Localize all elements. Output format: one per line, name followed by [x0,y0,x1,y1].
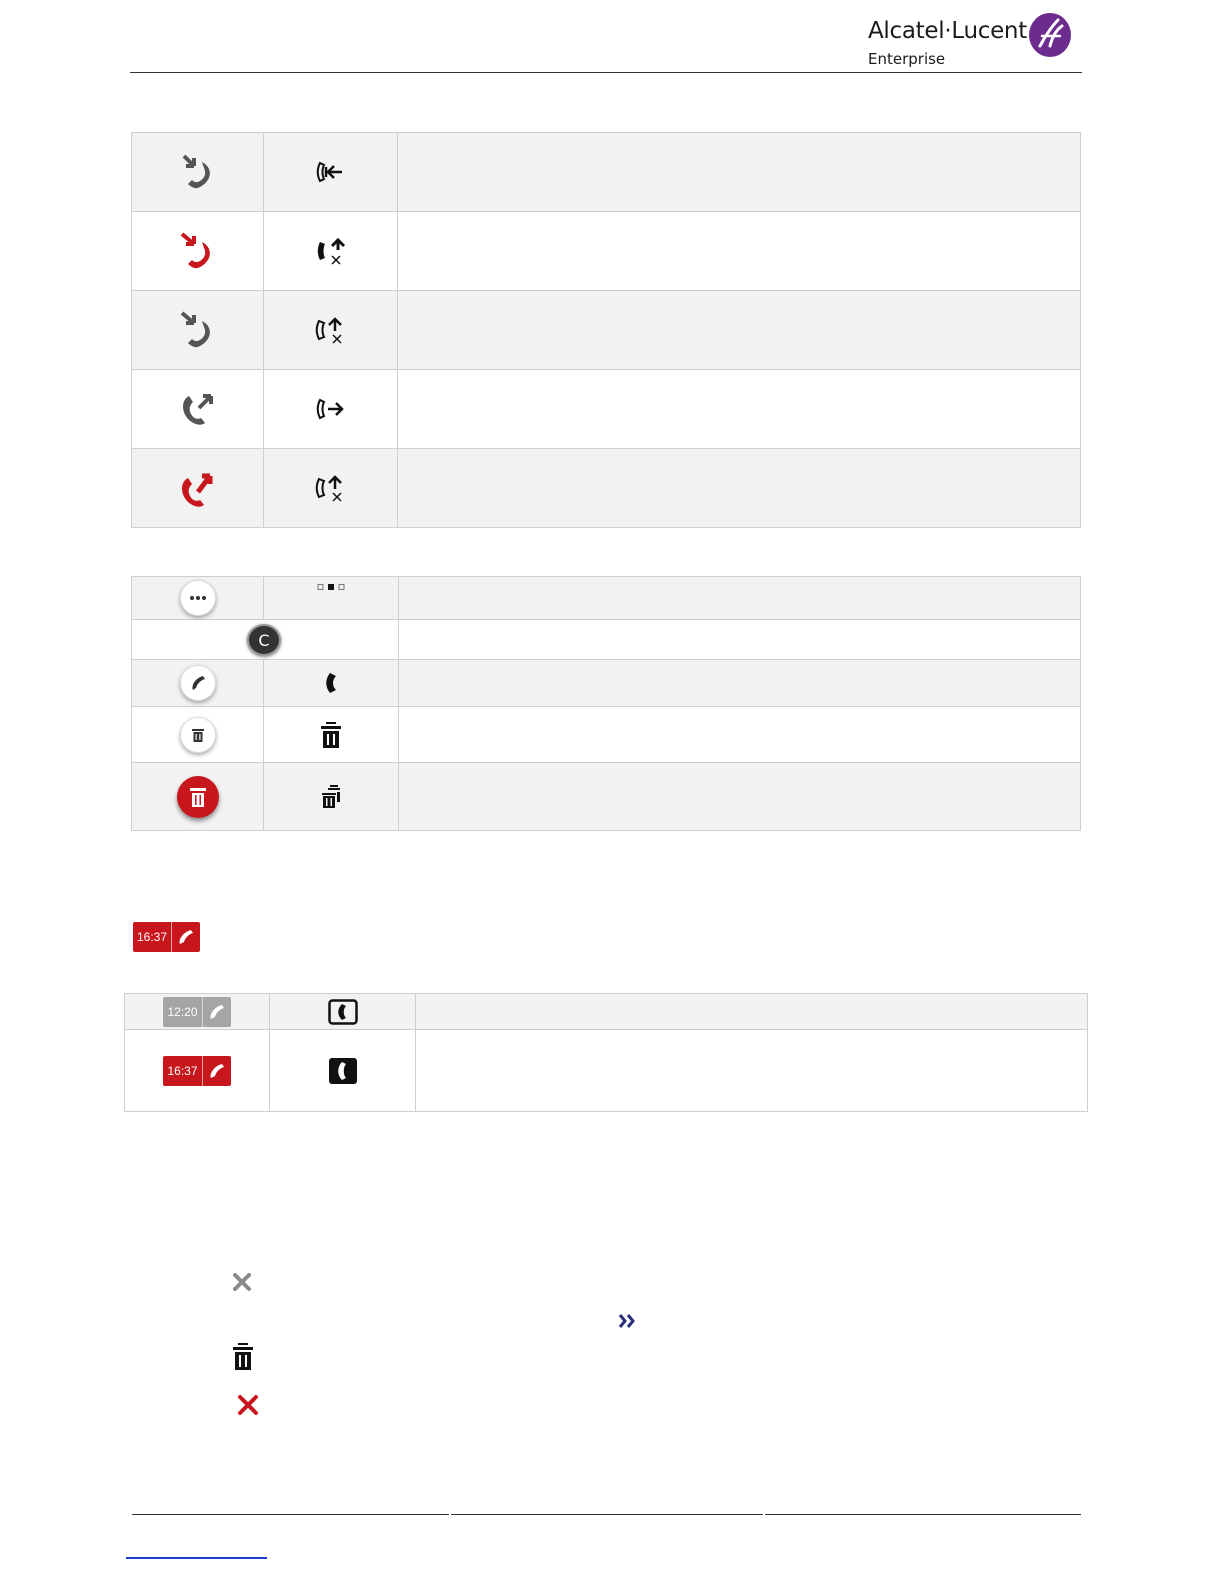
missed-incoming-call-red-icon [132,212,264,291]
call-log-icons-table [131,132,1081,528]
brand-subtitle: Enterprise [868,50,946,68]
footer-rule-middle [451,1514,763,1515]
badge-time: 16:37 [163,1056,202,1086]
outgoing-call-mono-icon [264,370,398,449]
more-options-button-icon [180,580,216,616]
call-badge-table [124,993,1088,1112]
call-button-cell [132,660,264,707]
trash-mono-icon [264,707,399,763]
incoming-call-mono-icon [264,133,398,212]
call-timer-time: 16:37 [133,922,172,952]
more-options-cell [132,577,264,620]
handset-white-icon [203,997,231,1027]
header-rule [130,72,1082,73]
incoming-call-arrow-icon [132,133,264,212]
failed-outgoing-call-mono-icon [264,449,398,528]
outgoing-call-arrow-icon [132,370,264,449]
clear-c-icon [247,624,281,656]
call-timer-badge-grey [163,997,230,1027]
handset-in-box-outline-icon [270,994,416,1030]
row-description [398,449,1081,528]
row-description [416,1030,1088,1112]
handset-in-box-filled-icon [270,1030,416,1112]
footer-rule-right [765,1514,1081,1515]
table-row [132,660,1081,707]
handset-mono-icon [264,660,399,707]
table-row [132,133,1081,212]
table-row [132,577,1081,620]
close-red-icon [237,1394,259,1416]
table-row [132,449,1081,528]
badge-time: 12:20 [163,997,202,1027]
trash-icon [232,1343,254,1371]
dots-indicator-icon [264,577,399,620]
row-description [399,660,1081,707]
missed-incoming-call-mono-icon [264,212,398,291]
table-row [125,994,1088,1030]
row-description [399,577,1081,620]
unanswered-incoming-call-mono-icon [264,291,398,370]
call-button-icon [180,665,216,701]
row-description [398,133,1081,212]
table-row [132,212,1081,291]
row-description [398,291,1081,370]
delete-button-icon [180,717,216,753]
row-description [416,994,1088,1030]
clear-c-label: C [258,630,270,650]
row-description [399,707,1081,763]
clear-c-cell [132,620,399,660]
row-description [398,212,1081,291]
table-row [132,291,1081,370]
grey-badge-cell [125,994,270,1030]
delete-all-cell [132,763,264,831]
failed-outgoing-call-red-icon [132,449,264,528]
footer-link-underline[interactable] [126,1557,267,1559]
action-icons-table [131,576,1081,831]
handset-white-icon [203,1056,231,1086]
call-timer-badge [133,922,200,952]
close-grey-icon [232,1272,252,1292]
handset-white-icon [172,922,200,952]
table-row [132,370,1081,449]
row-description [398,370,1081,449]
alcatel-logo-icon [1028,12,1072,58]
table-row [132,707,1081,763]
delete-all-red-button-icon [177,776,219,818]
trash-multiple-mono-icon [264,763,399,831]
red-badge-cell [125,1030,270,1112]
row-description [399,763,1081,831]
table-row [125,1030,1088,1112]
double-chevron-icon [618,1313,636,1329]
footer-rule-left [132,1514,449,1515]
call-timer-badge-red [163,1056,230,1086]
table-row [132,763,1081,831]
unanswered-incoming-call-icon [132,291,264,370]
delete-button-cell [132,707,264,763]
row-description [399,620,1081,660]
brand-name: Alcatel·Lucent [868,18,1027,44]
table-row [132,620,1081,660]
